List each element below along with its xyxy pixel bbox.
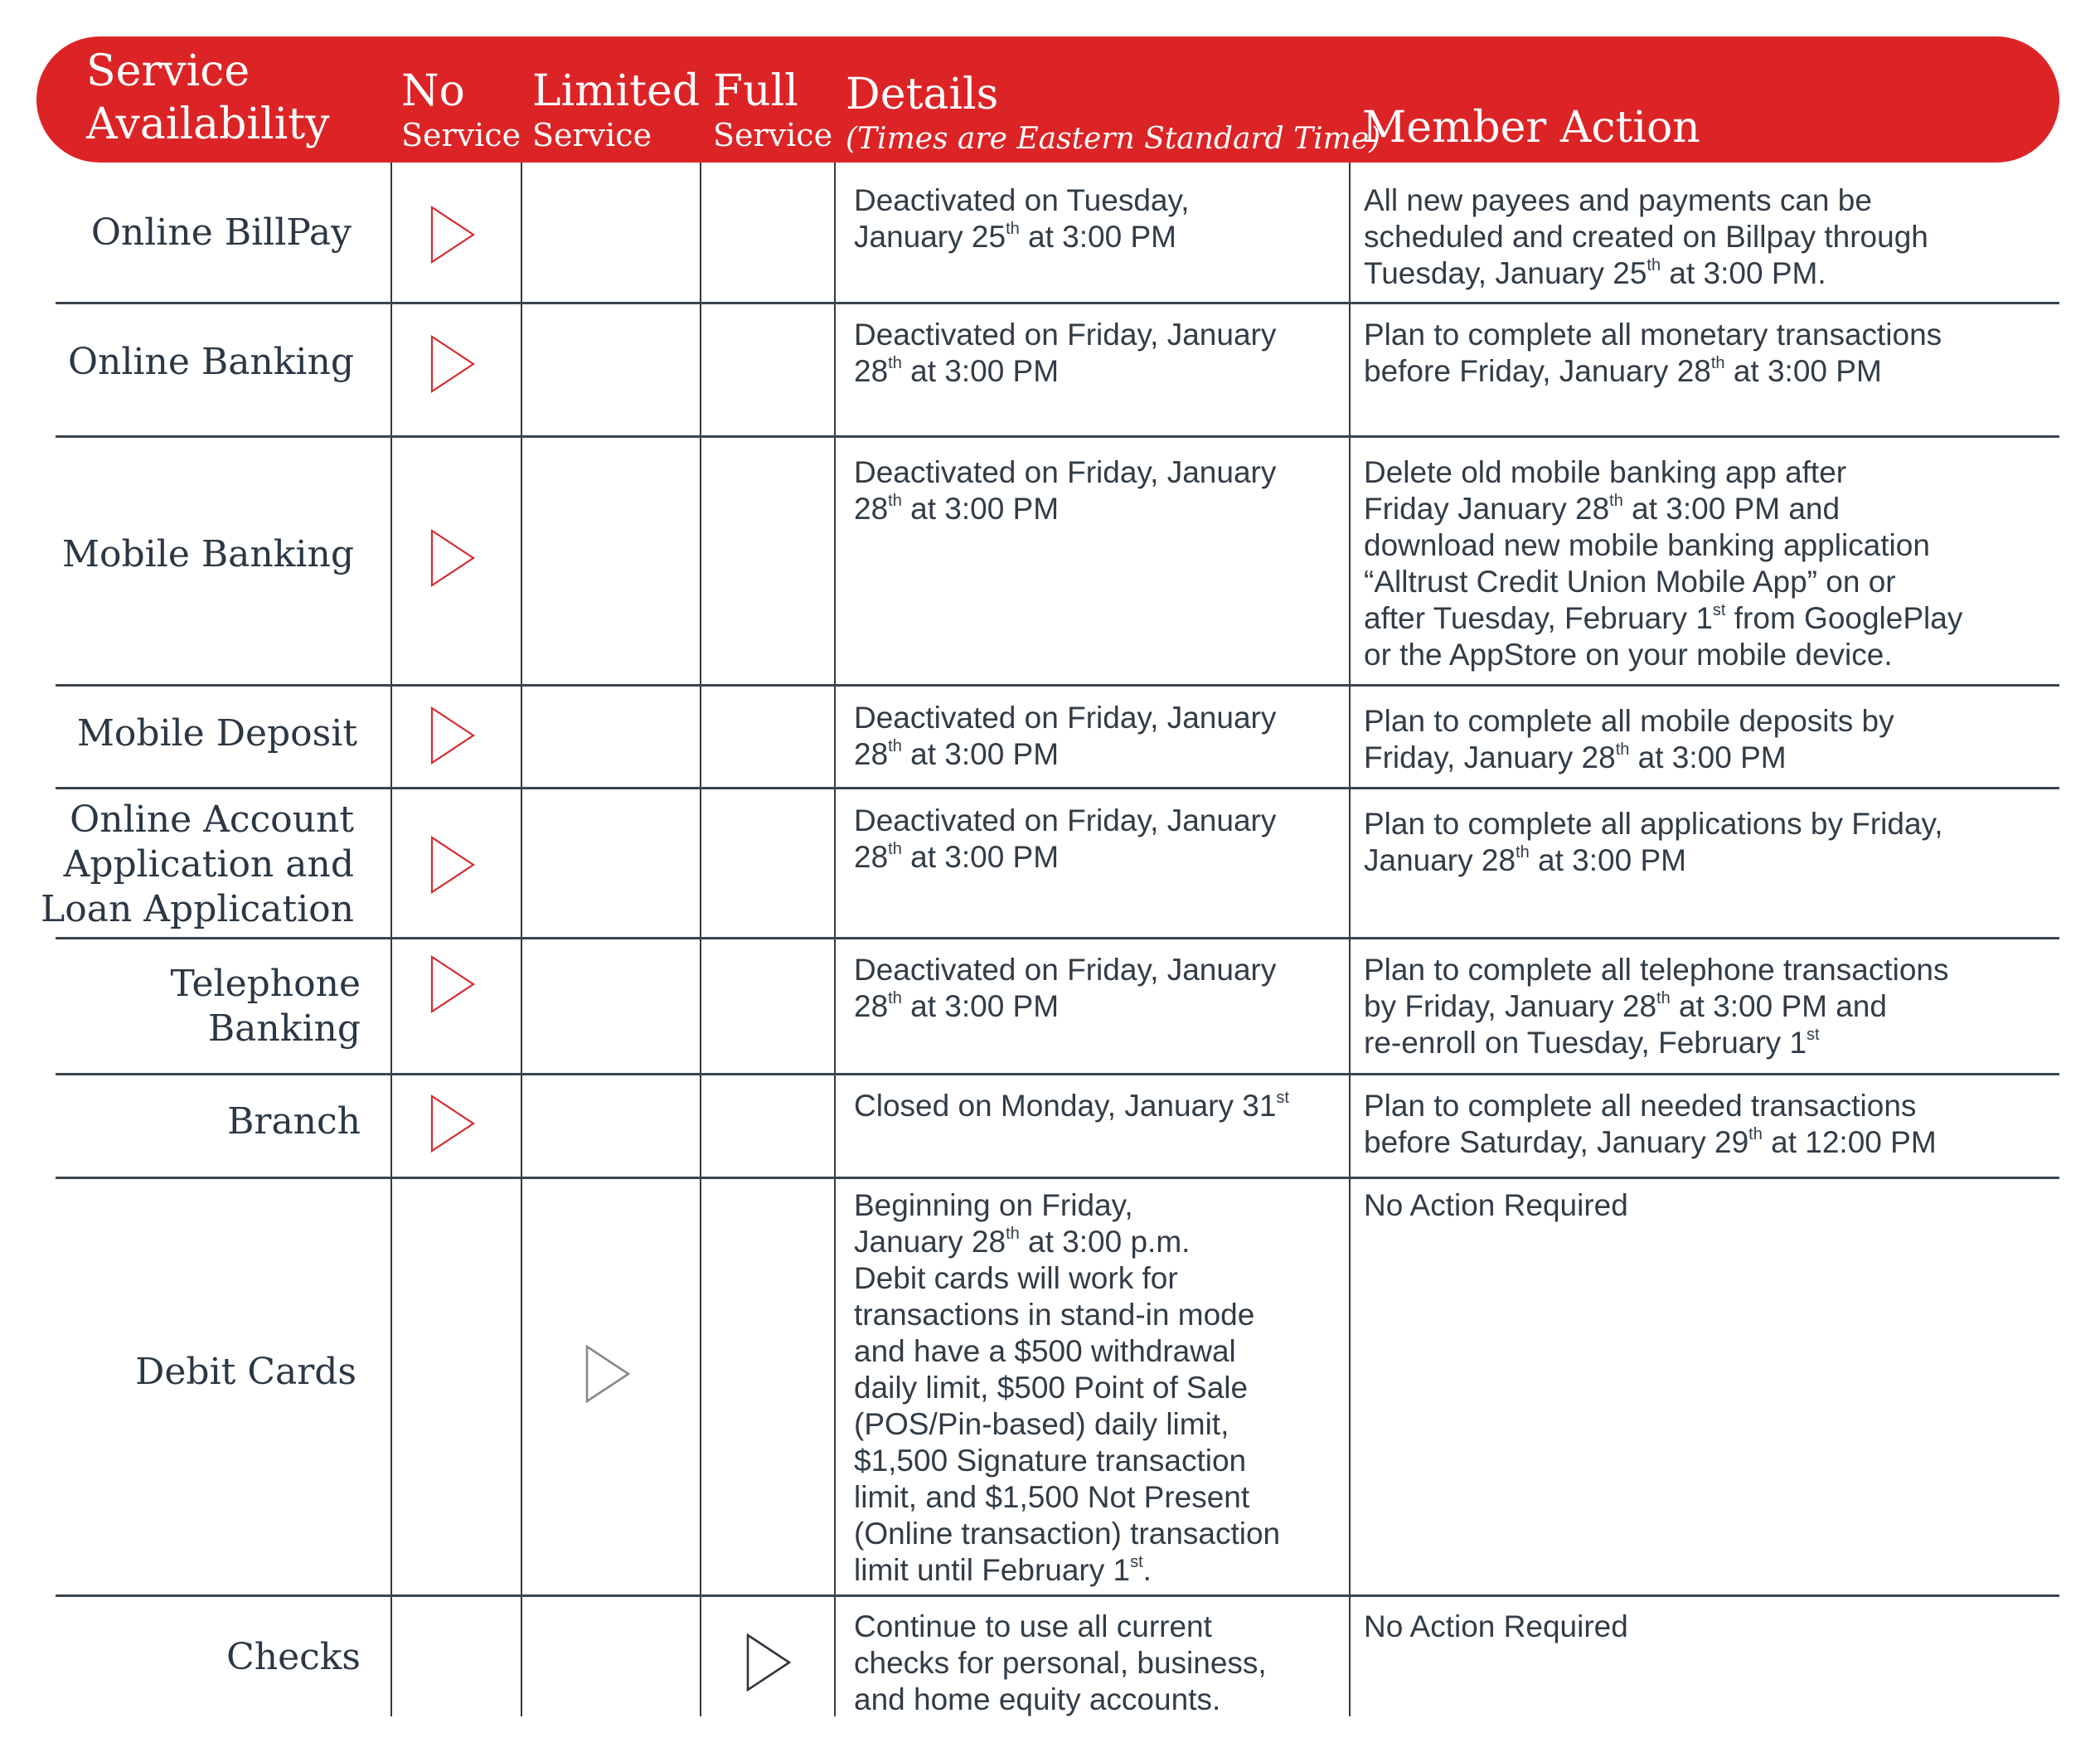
text-span: scheduled and created on Billpay through: [1364, 220, 1928, 254]
text-span: Closed on Monday, January 31: [854, 1089, 1277, 1123]
member-action-text-line: [1364, 952, 2060, 988]
details-text-line: [854, 491, 1343, 527]
details-text-line: [854, 1516, 1343, 1552]
service-name-line: Branch: [227, 1100, 361, 1143]
details-text-line: [854, 1552, 1343, 1589]
text-span: at 3:00 p.m.: [1019, 1225, 1191, 1259]
text-span: daily limit, $500 Point of Sale: [854, 1371, 1249, 1405]
member-action-text-line: [1364, 1088, 2060, 1124]
member-action-text-line: [1364, 600, 2060, 637]
service-name: [77, 711, 357, 756]
service-name: [68, 340, 354, 385]
member-action-text: [1364, 952, 2060, 1061]
column-divider: [834, 163, 836, 1716]
header-details-title: Details: [846, 70, 999, 119]
text-span: $1,500 Signature transaction: [854, 1444, 1247, 1478]
text-span: and have a $500 withdrawal: [854, 1334, 1236, 1368]
ordinal-suffix: th: [888, 840, 902, 858]
member-action-text-line: [1364, 806, 2060, 842]
details-text: [854, 1187, 1343, 1589]
service-name-line: Application and: [63, 843, 354, 886]
text-span: Plan to complete all mobile deposits by: [1364, 704, 1894, 738]
header-full-service-line-2: Service: [713, 117, 833, 153]
row-divider: [56, 787, 2059, 789]
member-action-text: [1364, 454, 2060, 673]
details-text-line: [854, 700, 1343, 736]
details-text: [854, 1088, 1343, 1124]
text-span: “Alltrust Credit Union Mobile App” on or: [1364, 565, 1896, 599]
member-action-text-line: [1364, 317, 2060, 353]
header-no-service-line-2: Service: [401, 117, 521, 153]
member-action-text-line: [1364, 1124, 2060, 1161]
triangle-right-outline-no-service-icon: [430, 335, 475, 393]
ordinal-suffix: th: [1615, 740, 1630, 759]
details-text-line: [854, 1682, 1343, 1718]
member-action-text-line: [1364, 740, 2060, 776]
triangle-right-outline-no-service-icon: [430, 1094, 475, 1153]
ordinal-suffix: th: [1656, 989, 1671, 1007]
text-span: Beginning on Friday,: [854, 1188, 1133, 1222]
service-name-line: Mobile Banking: [61, 533, 354, 575]
text-span: at 3:00 PM and: [1670, 989, 1887, 1023]
text-span: limit until February 1: [854, 1553, 1131, 1587]
header-limited-service: [532, 66, 701, 153]
header-full-service: [713, 66, 833, 153]
text-span: at 3:00 PM: [901, 989, 1060, 1023]
member-action-text-line: [1364, 454, 2060, 491]
header-full-service-line-1: Full: [713, 66, 798, 116]
service-name-line: Banking: [207, 1007, 361, 1050]
ordinal-suffix: th: [888, 989, 902, 1007]
column-divider: [1349, 163, 1351, 1716]
member-action-text-line: [1364, 988, 2060, 1025]
text-span: Plan to complete all telephone transactions: [1364, 953, 1949, 987]
text-span: at 12:00 PM: [1762, 1125, 1937, 1159]
text-span: checks for personal, business,: [854, 1646, 1267, 1680]
column-divider: [700, 163, 701, 1716]
text-span: from GooglePlay: [1725, 601, 1963, 635]
member-action-text: [1364, 1088, 2060, 1161]
header-service-line-2: Availability: [86, 99, 330, 149]
text-span: before Friday, January 28: [1364, 354, 1711, 388]
details-text-line: [854, 182, 1343, 219]
text-span: Friday January 28: [1364, 492, 1610, 526]
text-span: before Saturday, January 29: [1364, 1125, 1749, 1159]
member-action-text-line: [1364, 1025, 2060, 1061]
member-action-text-line: [1364, 182, 2060, 219]
text-span: at 3:00 PM: [1629, 740, 1787, 774]
details-text-line: [854, 1088, 1343, 1124]
details-text-line: [854, 988, 1343, 1025]
ordinal-suffix: th: [1609, 492, 1623, 510]
triangle-right-outline-limited-service-icon: [585, 1345, 630, 1403]
ordinal-suffix: th: [888, 737, 902, 755]
text-span: Plan to complete all applications by Friday,: [1364, 807, 1943, 841]
member-action-text-line: [1364, 527, 2060, 564]
service-name-line: Checks: [226, 1636, 361, 1678]
service-name: [135, 1350, 356, 1395]
details-text-line: [854, 952, 1343, 988]
text-span: All new payees and payments can be: [1364, 183, 1872, 217]
row-divider: [56, 1594, 2059, 1597]
text-span: at 3:00 PM: [901, 737, 1060, 771]
details-text-line: [854, 317, 1343, 353]
details-text-line: [854, 219, 1343, 255]
text-span: at 3:00 PM: [1529, 843, 1686, 877]
text-span: limit, and $1,500 Not Present: [854, 1480, 1250, 1514]
header-limited-service-line-1: Limited: [532, 66, 701, 116]
triangle-right-outline-no-service-icon: [430, 706, 475, 764]
header-service-line-1: Service: [86, 46, 250, 96]
triangle-right-outline-no-service-icon: [430, 955, 475, 1013]
text-span: and home equity accounts.: [854, 1682, 1221, 1716]
text-span: Deactivated on Friday, January: [854, 318, 1277, 352]
details-text-line: [854, 1479, 1343, 1516]
service-name-line: Online Banking: [67, 341, 354, 383]
row-divider: [56, 684, 2059, 687]
member-action-text: [1364, 806, 2060, 879]
text-span: download new mobile banking application: [1364, 528, 1930, 562]
ordinal-suffix: st: [1807, 1026, 1820, 1044]
details-text: [854, 454, 1343, 527]
details-text-line: [854, 1333, 1343, 1370]
details-text-line: [854, 1297, 1343, 1333]
details-text-line: [854, 1443, 1343, 1479]
text-span: transactions in stand-in mode: [854, 1298, 1255, 1332]
text-span: Delete old mobile banking app after: [1364, 455, 1847, 489]
ordinal-suffix: st: [1130, 1553, 1143, 1571]
member-action-text-line: [1364, 219, 2060, 255]
row-divider: [56, 435, 2059, 438]
text-span: Deactivated on Friday, January: [854, 701, 1277, 735]
text-span: (Online transaction) transaction: [854, 1517, 1281, 1551]
header-service-availability: [86, 46, 330, 149]
triangle-right-outline-full-service-icon: [746, 1633, 791, 1691]
text-span: at 3:00 PM: [901, 354, 1060, 388]
service-name-line: Online Account: [70, 798, 354, 841]
header-details-note: (Times are Eastern Standard Time): [846, 122, 1381, 156]
text-span: at 3:00 PM: [901, 492, 1060, 526]
column-divider: [521, 163, 522, 1716]
triangle-right-outline-no-service-icon: [430, 836, 475, 894]
text-span: Friday, January 28: [1364, 740, 1616, 774]
row-divider: [56, 1073, 2059, 1075]
service-name: [91, 211, 352, 255]
text-span: at 3:00 PM: [1019, 220, 1176, 254]
details-text: [854, 182, 1343, 255]
text-span: re-enroll on Tuesday, February 1: [1364, 1026, 1807, 1060]
details-text-line: [854, 803, 1343, 839]
member-action-text: [1364, 317, 2060, 390]
details-text-line: [854, 454, 1343, 491]
details-text: [854, 952, 1343, 1025]
ordinal-suffix: th: [1006, 220, 1020, 238]
text-span: January 25: [854, 220, 1006, 254]
text-span: Plan to complete all monetary transactions: [1364, 318, 1942, 352]
triangle-right-outline-no-service-icon: [430, 206, 475, 264]
text-span: Deactivated on Tuesday,: [854, 183, 1190, 217]
service-name: [226, 1635, 361, 1680]
text-span: or the AppStore on your mobile device.: [1364, 638, 1893, 672]
text-span: Debit cards will work for: [854, 1261, 1178, 1295]
member-action-text: [1364, 703, 2060, 776]
ordinal-suffix: th: [1647, 256, 1661, 274]
ordinal-suffix: th: [1006, 1225, 1020, 1243]
member-action-text: [1364, 1187, 2060, 1224]
details-text-line: [854, 1224, 1343, 1260]
service-name: [62, 532, 354, 577]
member-action-text: [1364, 1609, 2060, 1645]
text-span: Deactivated on Friday, January: [854, 803, 1277, 837]
column-divider: [390, 163, 392, 1716]
text-span: at 3:00 PM and: [1622, 492, 1841, 526]
row-divider: [56, 1177, 2059, 1179]
details-text: [854, 700, 1343, 773]
text-span: Tuesday, January 25: [1364, 256, 1647, 290]
text-span: Plan to complete all needed transactions: [1364, 1089, 1917, 1123]
member-action-text-line: [1364, 637, 2060, 673]
details-text-line: [854, 839, 1343, 876]
service-name: [41, 798, 354, 932]
row-divider: [56, 937, 2059, 939]
details-text-line: [854, 1645, 1343, 1682]
service-name-line: Online BillPay: [90, 211, 352, 254]
member-action-text-line: [1364, 703, 2060, 740]
ordinal-suffix: th: [888, 354, 902, 372]
text-span: at 3:00 PM: [901, 840, 1060, 874]
member-action-text-line: [1364, 564, 2060, 600]
service-name-line: Debit Cards: [135, 1351, 356, 1393]
details-text-line: [854, 1260, 1343, 1297]
ordinal-suffix: th: [1710, 354, 1725, 372]
details-text-line: [854, 353, 1343, 390]
text-span: .: [1142, 1553, 1152, 1587]
text-span: No Action Required: [1364, 1188, 1628, 1222]
text-span: at 3:00 PM.: [1661, 256, 1826, 290]
text-span: 28: [854, 989, 889, 1023]
text-span: Deactivated on Friday, January: [854, 455, 1277, 489]
service-name-line: Loan Application: [41, 888, 354, 930]
member-action-text-line: [1364, 1187, 2060, 1224]
text-span: (POS/Pin-based) daily limit,: [854, 1407, 1229, 1441]
text-span: 28: [854, 354, 889, 388]
header-no-service-line-1: No: [401, 66, 465, 116]
details-text-line: [854, 1609, 1343, 1645]
details-text-line: [854, 1406, 1343, 1443]
details-text-line: [854, 736, 1343, 773]
details-text: [854, 803, 1343, 876]
member-action-text-line: [1364, 842, 2060, 879]
service-name: [227, 1099, 361, 1144]
text-span: January 28: [854, 1225, 1006, 1259]
text-span: No Action Required: [1364, 1609, 1628, 1643]
triangle-right-outline-no-service-icon: [430, 529, 475, 587]
header-limited-service-line-2: Service: [532, 117, 652, 153]
member-action-text: [1364, 182, 2060, 292]
text-span: Deactivated on Friday, January: [854, 953, 1277, 987]
header-details: [846, 70, 1381, 156]
ordinal-suffix: th: [888, 492, 902, 510]
text-span: at 3:00 PM: [1724, 354, 1882, 388]
service-name: [171, 962, 361, 1051]
text-span: January 28: [1364, 843, 1516, 877]
text-span: by Friday, January 28: [1364, 989, 1657, 1023]
details-text-line: [854, 1370, 1343, 1406]
member-action-text-line: [1364, 353, 2060, 390]
header-member-action: [1362, 103, 1700, 153]
details-text-line: [854, 1187, 1343, 1224]
text-span: Continue to use all current: [854, 1609, 1212, 1643]
header-member-action-title: Member Action: [1362, 103, 1700, 153]
member-action-text-line: [1364, 491, 2060, 527]
ordinal-suffix: st: [1712, 601, 1726, 619]
text-span: 28: [854, 840, 889, 874]
header-no-service: [401, 66, 521, 153]
details-text: [854, 317, 1343, 390]
ordinal-suffix: st: [1276, 1089, 1289, 1107]
text-span: after Tuesday, February 1: [1364, 601, 1713, 635]
service-name-line: Mobile Deposit: [76, 712, 357, 755]
ordinal-suffix: th: [1748, 1125, 1763, 1143]
member-action-text-line: [1364, 1609, 2060, 1645]
service-name-line: Telephone: [170, 963, 361, 1005]
ordinal-suffix: th: [1516, 843, 1530, 862]
member-action-text-line: [1364, 255, 2060, 292]
text-span: 28: [854, 737, 889, 771]
row-divider: [56, 302, 2059, 304]
text-span: 28: [854, 492, 889, 526]
details-text: [854, 1609, 1343, 1718]
